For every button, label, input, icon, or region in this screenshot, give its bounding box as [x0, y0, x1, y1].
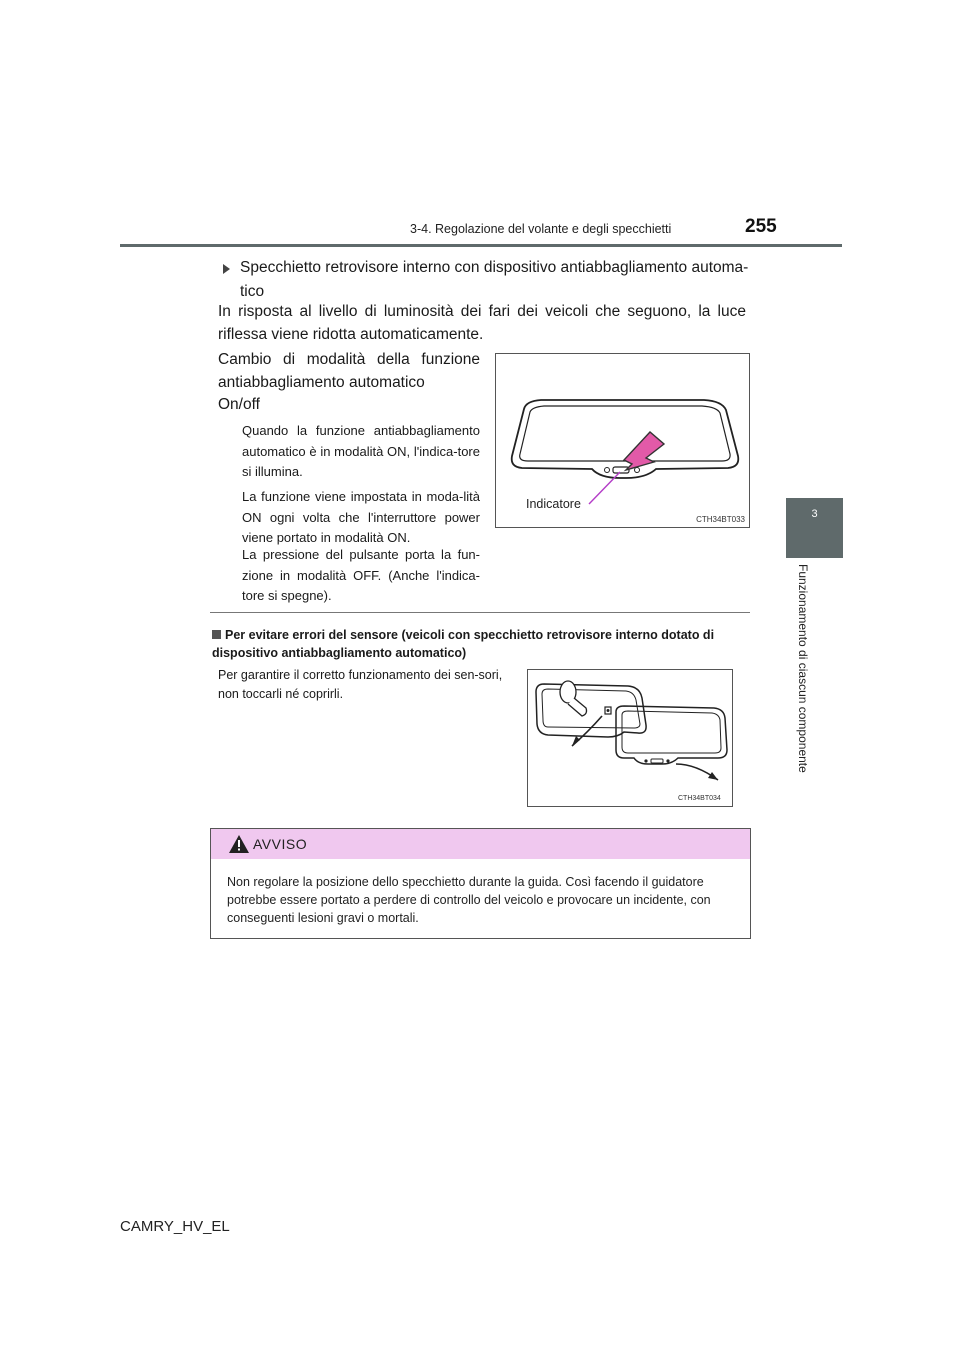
- warning-body: Non regolare la posizione dello specchietto durante la guida. Così facendo il guidatore potrebbe essere portato a perdere di controllo del veicolo e provocare un incidente, con conseguenti lesioni gravi o mortali.: [227, 875, 711, 925]
- mirror-indicator-figure: [495, 353, 750, 528]
- warning-box: [210, 828, 751, 939]
- note-heading-text: Per evitare errori del sensore (veicoli con specchietto retrovisore interno dotato di dispositivo antiabbagliamento automatico): [212, 628, 715, 660]
- square-bullet-icon: [212, 630, 221, 639]
- figure-code: CTH34BT034: [678, 795, 721, 802]
- sensor-location-figure: [527, 669, 733, 807]
- onoff-heading: On/off: [218, 396, 260, 413]
- figure-code: CTH34BT033: [696, 515, 745, 524]
- chapter-side-title: Funzionamento di ciascun componente: [796, 564, 810, 773]
- mirror-sensors-illustration: [528, 670, 732, 806]
- intro-paragraph: In risposta al livello di luminosità dei fari dei veicoli che seguono, la luce riflessa viene ridotta automaticamente.: [218, 303, 746, 343]
- chapter-tab: [786, 498, 843, 558]
- note-body: Per garantire il corretto funzionamento dei sen-sori, non toccarli né coprirli.: [218, 668, 503, 701]
- warning-title: AVVISO: [253, 836, 308, 852]
- section-rule: [210, 612, 750, 613]
- note-heading: [212, 626, 752, 662]
- triangle-bullet-icon: [223, 264, 230, 274]
- indicator-label: Indicatore: [526, 497, 581, 511]
- bullet-text: Specchietto retrovisore interno con dispositivo antiabbagliamento automa-tico: [240, 259, 749, 300]
- warning-triangle-icon: [229, 835, 249, 853]
- running-header: 3-4. Regolazione del volante e degli specchietti: [410, 222, 672, 236]
- description-2: La funzione viene impostata in moda-lità ON ogni volta che l'interruttore power viene portato in modalità ON.: [242, 489, 480, 545]
- header-rule: [120, 244, 842, 247]
- chapter-side-title-box: [770, 564, 830, 804]
- mode-title: Cambio di modalità della funzione antiabbagliamento automatico: [218, 351, 480, 391]
- section-bullet: [218, 256, 758, 304]
- footer-model: CAMRY_HV_EL: [120, 1218, 230, 1235]
- page-number: 255: [745, 216, 777, 237]
- chapter-number: 3: [811, 508, 818, 520]
- warning-header: [211, 829, 750, 859]
- description-1: Quando la funzione antiabbagliamento automatico è in modalità ON, l'indica-tore si illumina.: [242, 423, 480, 479]
- description-3: La pressione del pulsante porta la fun-zione in modalità OFF. (Anche l'indica-tore si spegne).: [242, 547, 480, 603]
